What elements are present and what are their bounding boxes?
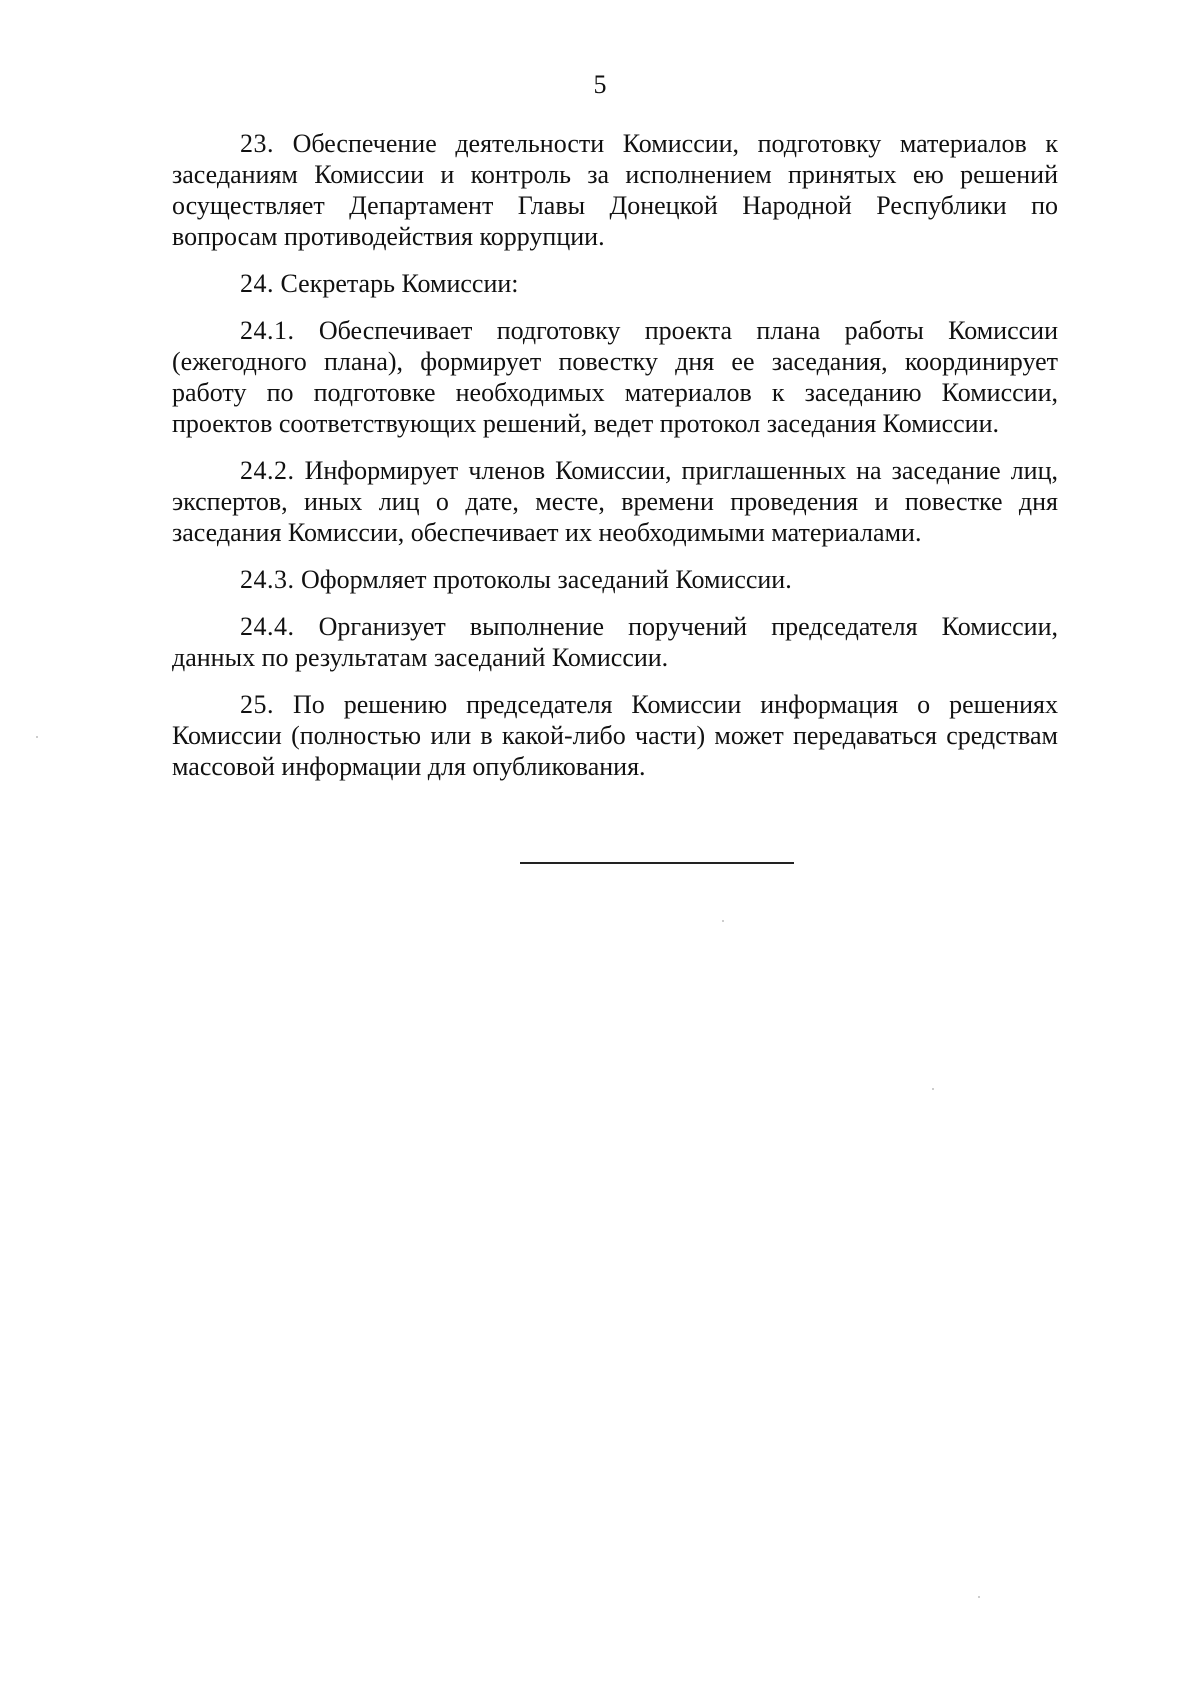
scan-speck: [722, 920, 724, 922]
page-number: 5: [593, 70, 607, 99]
paragraph-text: Информирует членов Комиссии, приглашенных на заседание лиц, экспертов, иных лиц о дате, месте, времени проведения и повестке дня заседания Комиссии, обеспечивает их необходимыми материалами.: [172, 456, 1059, 547]
paragraph-number: 24.1.: [240, 316, 295, 345]
paragraph-number: 24.3.: [240, 565, 295, 594]
scan-speck: [36, 736, 38, 738]
paragraph-number: 25.: [240, 690, 274, 719]
scan-speck: [978, 1596, 980, 1598]
document-body: [172, 128, 1058, 798]
paragraph-24: [172, 268, 1058, 299]
scan-speck: [932, 1088, 934, 1090]
paragraph-text: Обеспечение деятельности Комиссии, подготовку материалов к заседаниям Комиссии и контроль за исполнением принятых ею решений осуществляет Департамент Главы Донецкой Народной Республики по вопросам противодействия коррупции.: [172, 129, 1059, 251]
paragraph-text: Секретарь Комиссии:: [280, 269, 519, 298]
paragraph-24-4: [172, 611, 1058, 673]
paragraph-number: 23.: [240, 129, 274, 158]
paragraph-24-3: [172, 564, 1058, 595]
paragraph-text: Организует выполнение поручений председателя Комиссии, данных по результатам заседаний Комиссии.: [172, 612, 1058, 672]
paragraph-text: Оформляет протоколы заседаний Комиссии.: [301, 565, 792, 594]
paragraph-24-1: [172, 315, 1058, 439]
paragraph-number: 24.: [240, 269, 274, 298]
paragraph-24-2: [172, 455, 1058, 548]
paragraph-text: Обеспечивает подготовку проекта плана работы Комиссии (ежегодного плана), формирует повестку дня ее заседания, координирует работу по подготовке необходимых материалов к заседанию Комиссии, проектов соответствующих решений, ведет протокол заседания Комиссии.: [172, 316, 1058, 438]
paragraph-23: [172, 128, 1058, 252]
paragraph-text: По решению председателя Комиссии информация о решениях Комиссии (полностью или в какой-либо части) может передаваться средствам массовой информации для опубликования.: [172, 690, 1059, 781]
paragraph-number: 24.2.: [240, 456, 295, 485]
paragraph-25: [172, 689, 1058, 782]
closing-divider: [520, 862, 794, 864]
paragraph-number: 24.4.: [240, 612, 295, 641]
